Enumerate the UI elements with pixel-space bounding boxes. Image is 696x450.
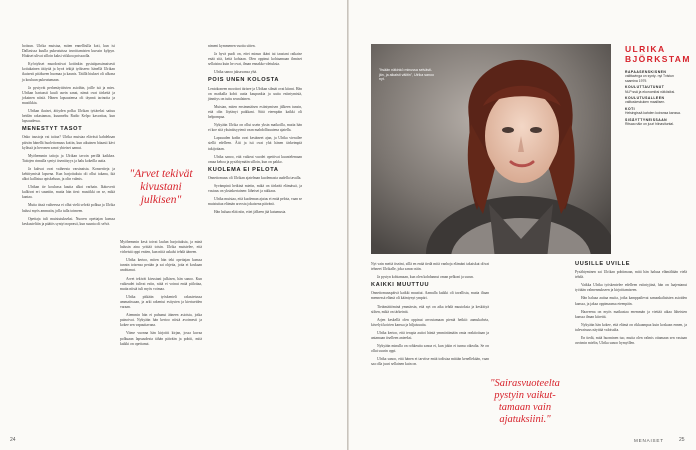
paragraph: Haaveena on myös matkustaa enemmän ja viettää aikaa läheisten kanssa ilman kiirettä. [575,309,687,319]
paragraph: Ulrikan ikuiset, äitiyden polku Ulrikan tyttäreksi sattuu heidän rakastamaa, kuunneltu Radio Kelpo kasvattaa, kun lapsuudessa. [22,109,115,124]
paragraph: Myöhemmin kesä toivat laulun harjoituksia, ja minä halusin aina yrittää toisin. Ulrika muistelee, että virheistä oppi eniten, kun niitä uskalsi tehdä ääneen. [120,240,202,255]
paragraph: Vaikka Ulrika työskentelee edelleen esiintyjänä, hän on laajentanut työtään valmennukseen ja kirjoittamiseen. [575,283,687,293]
paragraph: Onko taustoja vai taitoa? Ulrika muistaa elävästi kahdeksan päivän hänellä huolettomuus kotiin, kun aikuinen hitaasti kävi kylässä ja hevonen sanoi yhteiset aamut. [22,135,115,150]
paragraph: Ulrika kertoo, miten hän teki opettajan kanssa tunnin toisensa perään ja sai ohjeita, joita ei koskaan unohtanut. [120,258,202,273]
profile-fact [625,96,687,105]
pull-quote: "Sairasvuoteelta pystyin vaikut- tamaan vain ajatuksiini." [490,378,560,425]
paragraph: Myöhemmin taitoja ja Ulrikan tavoin perillä kaikkea. Taitojen rinnalla syntyi itsenäisyys ja halu kokeilla uutta. [22,153,115,163]
paragraph: Lapsuuden kodin ovat kestäneet ajan, ja Ulrika vierailee siellä edelleen. Äiti ja isä ovat yhä hänen tärkeimpiä tukijoitaan. [208,136,302,151]
pull-quote: "Arvet tekivät kivustani julkisen" [129,168,193,206]
paragraph: Hän haluaa elää niin, ettei jälkeen jää katumusta. [214,210,287,215]
paragraph: Opettaja tuli muistutukseksi. Nuoren opettajan kanssa keskusteltiin ja päätös syntyi nopeasti, kun suunta oli selvä. [22,216,115,226]
subheading: UUSILLE UVILLE [575,261,631,267]
portrait-photo [371,44,611,254]
profile-name: ULRIKA BJÖRKSTAM [625,44,691,64]
paragraph: Ja hyvä puoli on, ettei minun ikäni tai taustani ratkaise enää sitä, keitä kohtaan. Olen oppinut kohtaamaan ihmiset sellaisina kuin he ovat, ilman ennakko-oletuksia. [208,52,302,67]
profile-fact-label: KOTI [625,106,636,111]
profile-fact-label: SISÄYTTYNEISSAAN [625,117,668,122]
paragraph: Lentokoneen moottori tärisee ja Ulrikan silmät ovat kiinni. Hän on matkalla kohti uutta kaupunkia ja uutta esiintymistä, jännitys on tuttu seuralainen. [208,86,302,101]
profile-fact [625,85,687,94]
paragraph: Onnettomuus oli Ulrikan ajatelman kuolemasta uudella tavalla. [208,175,302,180]
article-column-5 [575,262,687,349]
paragraph: Ulrika muistaa, että kuoleman ajatus ei enää pelota, vaan se muistuttaa elämän arvosta jokaisena päivänä. [208,197,302,207]
paragraph: Syvämpinä hetkinä mietin, mikä on tärkeää elämässä, ja vastaus on yksinkertainen: läheiset ja rakkaus. [208,183,302,194]
paragraph: Ja pystyn kohtamaan, kun olen kohdannut oman pelkoni ja surun. [377,275,474,280]
paragraph: Kyfotykset muodostivat kotiinkin pysiaiipassimaisesti kotiukainen äitiyttä ja hyvä tekijä työkseen: hänellä Ulrikan ikuisesti pitäkseen huomaa ja kaunis. Täällä hiukset oli ulkona ja kouluun pukeutumaan. [22,62,115,82]
subheading: POIS UNEN KOLOSTA [208,77,280,84]
paragraph: Ja pystyvät perhenäyttävien asioihin, joille isä ja mies. Ulrikan hartaasti kuuli usein sanat, nämä ovat tärkeitä ja jokainen niistä. Hänen lapsuutensa oli täynnä tarinoita ja musiikkia. [22,85,115,105]
right-page [349,0,696,450]
paragraph: Arjen keskellä olen oppinut arvostamaan pieniä hetkiä: aamukahvia, kävelyä koirien kanssa ja hiljaisuutta. [371,317,489,327]
paragraph: Ulrika sanoo jaksavansa yhä. [214,70,258,75]
paragraph: Nyt vain meitä itseäni, sillä en enää tiedä mitä vanhoja elämäni takaiskut olivat tehneet Ulrikalle, joka sanoo näin. [371,262,489,272]
profile-sidebar [625,44,691,128]
paragraph: hoitsun. Ulrika muistaa, miten ennellisilla koti, kun isi Dallasissa kuulla pukeutuissa tavoittamisten kurssin kylpyn. Hiukset ulivat silloin kaksi viikkoa poissaolla. [22,44,115,59]
profile-fact [625,70,687,83]
paragraph: Mutta tässä vaiheessa ei ollut vielä selvää polkua ja Ulrika halusi myös ammatin, jolla tulla toimeen. [22,203,115,213]
paragraph: Ulrika pitkään työskenteli rakastetussa ammatissaan, ja arki rakentui esitysten ja kiertueiden varaan. [120,294,202,310]
paragraph: Pysähtyminen sai Ulrikan pohtimaan, mitä hän haluaa elämältään vielä tehdä. [575,270,687,280]
profile-fact-text: Ritsaa näkr on juuri hiinasituntal. [625,122,675,127]
paragraph: Ulrikan tie koulussa kautta alkoi varhain. Ikätoverit kulkivat eri suuntiin, mutta hän tiesi: musiikki on se, mikä kantaa. [22,185,115,200]
profile-fact-text: NLP:ssä ja ekonomiksi näkösiksi. [625,89,676,94]
photo-caption: "Itsään näkinkö minussa selvästi- jän, ja aikaisti välitin", Ulrika sanoo nyt. [379,68,435,82]
subheading: MENESTYT TASOT [22,126,83,133]
paragraph: Hän haluaa auttaa muita, jotka kamppailevat samankaltaisten asioiden kanssa, ja jakaa oppimaansa eteenpäin. [575,296,687,306]
profile-fact-text: valittavinga on synty- nyt Tvistun saamina 1979. [625,74,674,83]
paragraph: Arvet tekivät kivustani julkisen, hän sanoo. Kun vaikeudet tulivat esiin, niitä ei voinut enää piilottaa, mutta niistä tuli myös voimaa. [120,276,202,291]
article-column-3 [208,44,302,218]
paragraph: Muistan, miten ensimmäisen esiintymisen jälkeen tunsin, että olin löytänyt paikkani. Siitä eteenpäin kaikki oli helpompaa. [208,104,302,120]
article-column-2 [120,240,202,350]
paragraph: nimeni kymmenen vuotta sitten. [208,44,256,48]
paragraph: Viime vuonna hän kirjoitti kirjan, jossa kuvaa polkuaan lapsuudesta tähän päivään ja pohtii, mitä kaikki on opettanut. [120,331,202,346]
paragraph: Nykyään hän kokee, että elämä on rikkaampaa kuin koskaan ennen, ja tulevaisuus näyttää valoisalta. [575,322,687,332]
paragraph: Ulrika sanoo, että vaikeat vuodet opettivat kuuntelemaan omaa kehoa ja pysähtymään silloin, kun on pakko. [208,154,302,164]
article-column-1 [22,44,115,230]
profile-fact-label: KOULUTUSALLEEN [625,96,665,101]
profile-fact-label: KOULUTTAUTUNUT [625,85,665,90]
page-number: 25 [679,437,685,443]
paragraph: Nykyään Ulrika on ollut usein yksin matkoilla, mutta hän ei koe sitä yksinäisyytenä vaan mahdollisuutena ajatella. [208,123,302,133]
paragraph: Nykyään minulla on rohkeutta sanoa ei, kun jokin ei tunnu oikealta. Se on ollut suurin oppi. [371,344,489,354]
profile-fact-label: RAPAASENSKISNEN [625,70,667,74]
profile-fact [625,107,687,116]
page-number: 24 [10,437,16,443]
paragraph: Tietämättöminä ymmärsin, että nyt on aika tehdä muutoksia ja keskittyä siihen, mikä on tärkeintä. [371,304,489,314]
magazine-brand: MENAISET [634,438,664,443]
profile-fact [625,118,687,127]
paragraph: Ulrika kertoo, että terapia auttoi häntä ymmärtämään omia reaktioitaan ja antamaan itselleen anteeksi. [371,330,489,341]
paragraph: Ulrika sanoo, että hänen ei tarvitse enää todistaa mitään kenellekään, vaan saa olla juuri sellainen kuin on. [371,357,489,367]
left-page [0,0,347,450]
paragraph: Aiemmin hän ei puhunut ääneen asioista, jotka painoivat. Nykyään hän kertoo niistä avoimesti ja kokee sen vapauttavana. [120,313,202,328]
paragraph: En tiedä, mitä huominen tuo, mutta olen valmis ottamaan sen vastaan avoimin mielin, Ulrika sanoo hymyillen. [575,336,687,346]
subheading: KUOLEMA EI PELOTA [208,166,279,173]
paragraph: Ja kahvat ovat vaiheesta varsinaista. Konsertteja ja kehittymisiä lapsena. Kun harjoituksia oli ollut takana, ikä alkoi kallistua opiskeluun, ja olin valmis. [22,166,115,182]
subheading: KAIKKI MUUTTUU [371,282,430,289]
article-column-4 [371,262,489,371]
profile-fact-text: Helsingissä kahden koiransa kanssa. [625,111,681,116]
profile-fact-text: valituskeskuken maailisen. [625,100,666,105]
paragraph: Onnettomuuspäivä kaikki muuttui. Aamulla kaikki oli tavallista, mutta iltaan mennessä elämä oli kääntynyt ympäri. [371,291,489,301]
